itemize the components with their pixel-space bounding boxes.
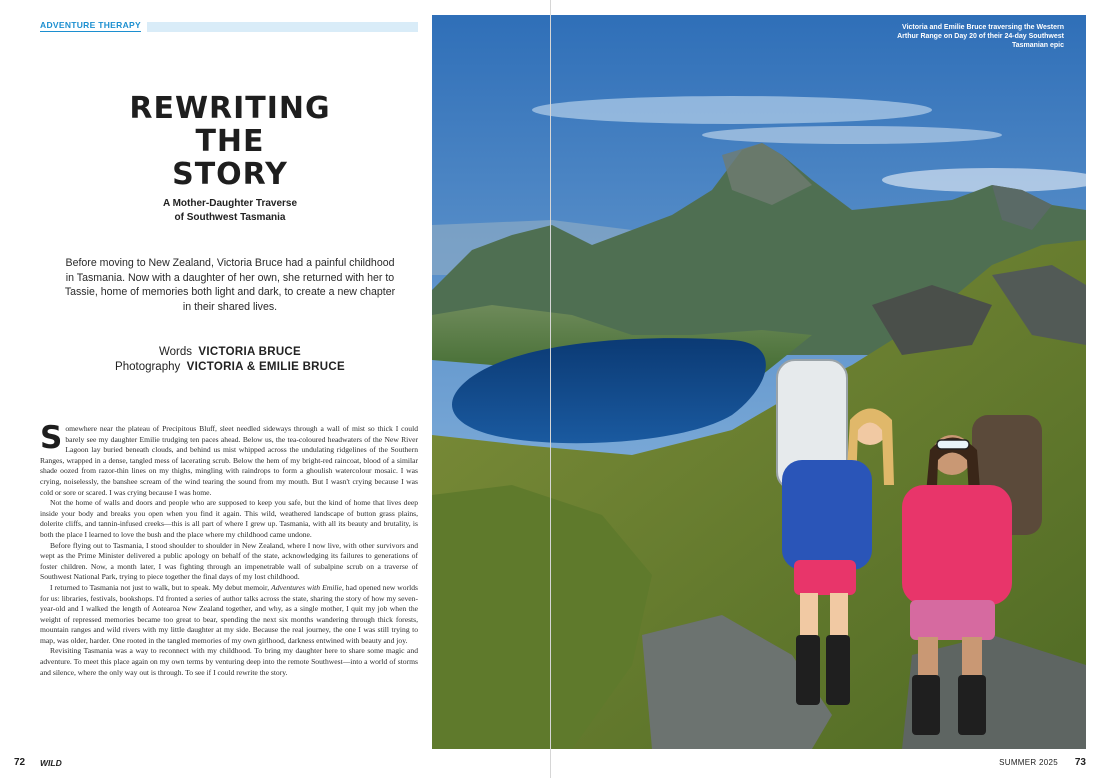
words-label: Words <box>158 346 193 358</box>
standfirst: Before moving to New Zealand, Victoria Bruce had a painful childhood in Tasmania. Now with a daughter of her own, she returned with her to Tassie, home of memories both light and dark, to create a new chapter in their shared lives. <box>64 257 396 313</box>
sunglasses <box>937 440 969 449</box>
body-paragraph: Revisiting Tasmania was a way to reconnect with my childhood. To bring my daughter here to share some magic and adventure. To meet this place again on my own terms by venturing deep into the remote Southwest—into a world of storms and silence, where the only way out is through. To see if I could rewrite the story. <box>40 646 418 677</box>
boot <box>826 635 850 705</box>
cloud <box>532 96 932 124</box>
photo-credit <box>60 360 400 375</box>
body-paragraph <box>40 420 418 498</box>
photo-label: Photography <box>115 361 181 373</box>
drop-cap: S <box>40 420 63 456</box>
boot <box>912 675 940 735</box>
page-number-left: 72 <box>14 757 26 768</box>
photo-name: VICTORIA & EMILIE BRUCE <box>186 361 345 373</box>
boot <box>958 675 986 735</box>
jacket <box>782 460 872 570</box>
photo-caption: Victoria and Emilie Bruce traversing the Western Arthur Range on Day 20 of their 24-day Southwest Tasmanian epic <box>897 24 1064 49</box>
byline <box>60 345 400 375</box>
article-title <box>80 92 380 191</box>
body-paragraph <box>40 583 418 647</box>
body-paragraph: Before flying out to Tasmania, I stood shoulder to shoulder in New Zealand, where I now live, with other survivors and wept as the Prime Minister delivered a public apology on behalf of the state, acknowledging its failures to generations of foster children. Now, a month later, I was fighting through an impenetrable wall of subalpine scrub on a traverse of Southwest National Park, trying to piece together the final days of my lost childhood. <box>40 540 418 582</box>
title-line-3: STORY <box>172 157 288 192</box>
article-subtitle <box>80 197 380 225</box>
subtitle-line-1: A Mother-Daughter Traverse <box>162 198 298 209</box>
title-line-1: REWRITING <box>129 91 331 126</box>
page-number-right: 73 <box>1074 757 1086 768</box>
body-paragraph: Not the home of walls and doors and people who are supposed to keep you safe, but the kind of home that lives deep inside your body and breaks you open when you find it again. This wild, weathered landscape of button grass plains, dolerite cliffs, and tannin-infused creeks—this is all part of where I grew up. Tasmania, with all its beauty and brutality, is both the place I learned to love the bush and the place where my childhood came undone. <box>40 498 418 539</box>
words-name: VICTORIA BRUCE <box>198 346 302 358</box>
shorts <box>910 600 995 640</box>
mountain-photo-illustration <box>432 15 1086 749</box>
boot <box>796 635 820 705</box>
title-line-2: THE <box>195 124 265 159</box>
paragraph-text: , had opened new worlds for us: libraries, festivals, bookshops. I'd fronted a series of author talks across the state, sharing the story of how my seven-year-old and I walked the length of Aotearoa New Zealand together, and why, as a single mother, I quit my job when the weight of repressed memories became too great to bear, spending the next six months wandering through thick forests, mountain ranges and wild rivers with my little daughter at my side. Because the real journey, the one I was still trying to map, was older, harder. One rooted in the tangled memories of my own girlhood, darkness entwined with beauty and joy. <box>40 582 418 645</box>
section-rule <box>147 22 418 32</box>
issue-label: SUMMER 2025 <box>999 758 1058 767</box>
paragraph-text: I returned to Tasmania not just to walk, but to speak. My debut memoir, <box>50 582 272 592</box>
page-gutter <box>550 0 551 778</box>
shorts <box>794 560 856 595</box>
article-body <box>40 420 418 678</box>
jacket <box>902 485 1012 605</box>
hero-photo <box>432 15 1086 749</box>
section-tag: ADVENTURE THERAPY <box>40 20 141 30</box>
words-credit <box>60 345 400 360</box>
subtitle-line-2: of Southwest Tasmania <box>174 212 286 223</box>
magazine-name: WILD <box>40 758 62 768</box>
book-title: Adventures with Emilie <box>271 582 342 592</box>
paragraph-text: omewhere near the plateau of Precipitous Bluff, sleet needled sideways through a wall of mist so thick I could barely see my daughter Emilie trudging ten paces ahead. Below us, the tea-coloured headwaters of the New River Lagoon lay buried beneath clouds, and behind us mist whipped across the undulating ridgelines of the Southern Ranges, wrapped in a dense, tangled mess of lacerating scrub. Below the hem of my bright-red raincoat, blood of a similar shade oozed from razor-thin lines on my thighs, mingling with raindrops to form a ghoulish watercolour mosaic. I was crying, noiselessly, the banshee scream of the wind tearing the sound from my mouth. But I wasn't crying because I was cold or sore or scared. I was crying because I was home. <box>40 424 418 497</box>
cloud <box>702 126 1002 144</box>
